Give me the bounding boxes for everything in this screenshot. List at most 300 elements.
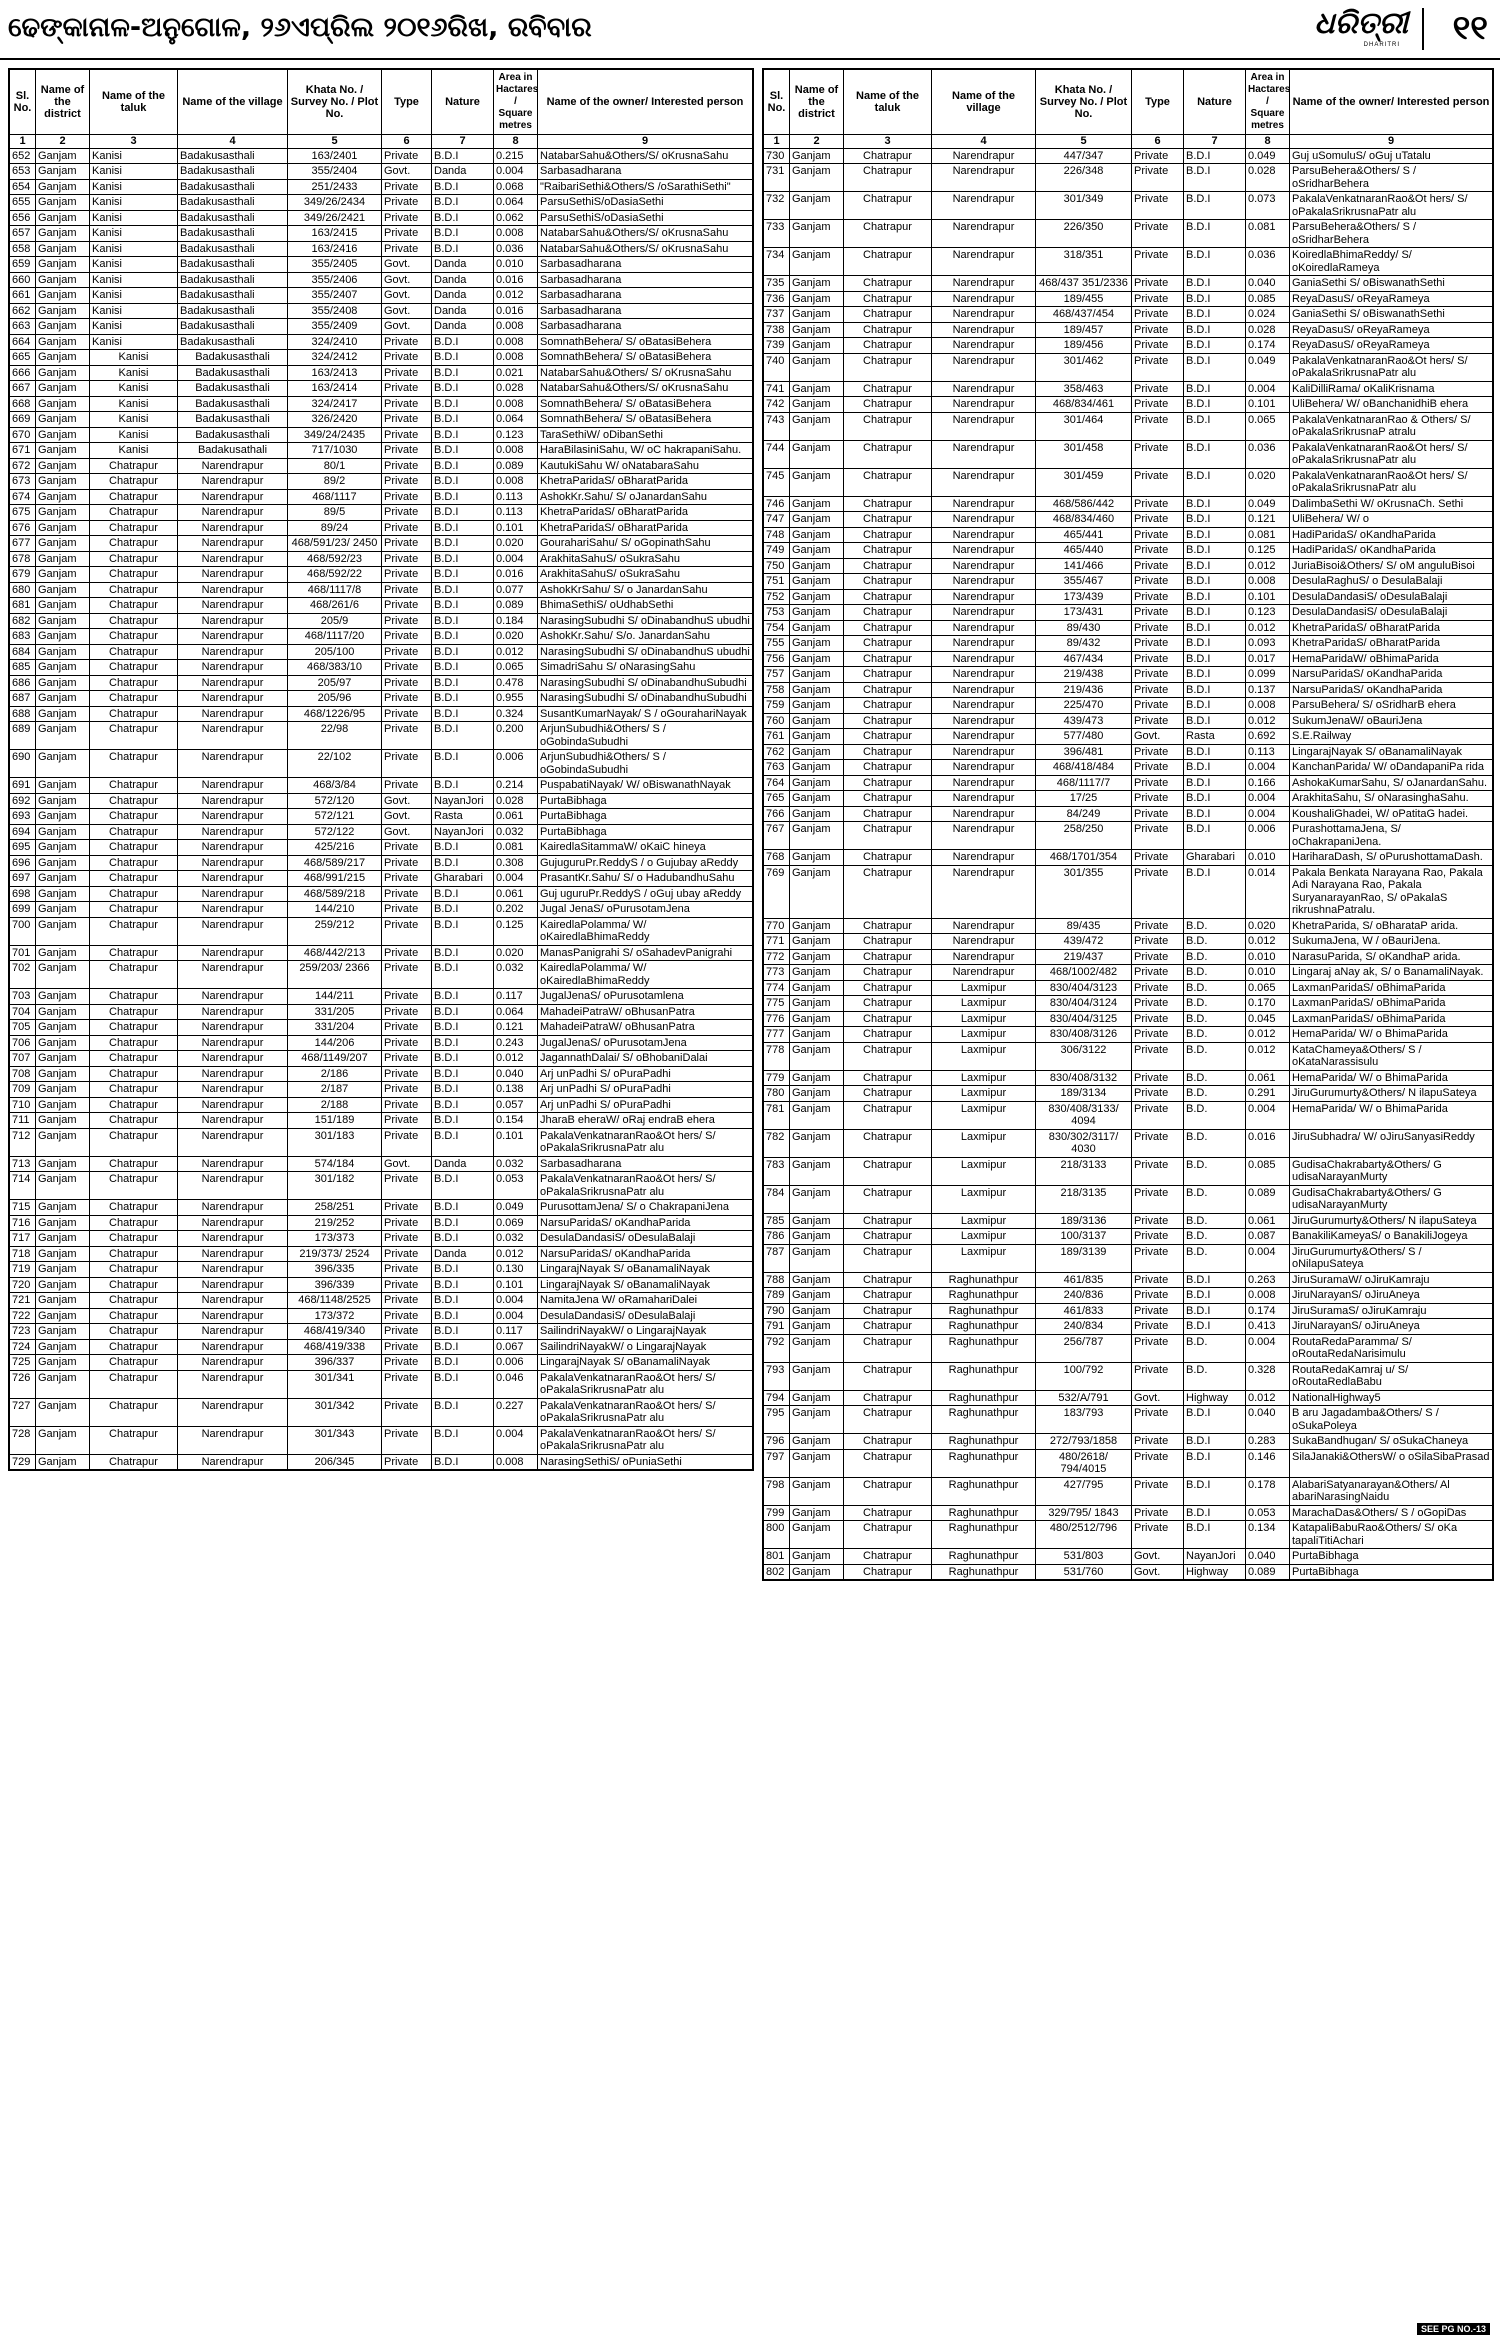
taluk-cell: Chatrapur (844, 1334, 932, 1362)
sl-no-cell: 741 (764, 381, 790, 397)
plot-no-cell: 144/210 (288, 902, 382, 918)
sl-no-cell: 797 (764, 1449, 790, 1477)
sl-no-cell: 787 (764, 1244, 790, 1272)
table-row (10, 886, 753, 902)
nature-cell: B.D.I (432, 644, 494, 660)
plot-no-cell: 258/251 (288, 1200, 382, 1216)
owner-cell: PurtaBibhaga (1290, 1564, 1493, 1580)
nature-cell: B.D.I (432, 1398, 494, 1426)
type-cell: Govt. (382, 824, 432, 840)
sl-no-cell: 783 (764, 1157, 790, 1185)
taluk-cell: Chatrapur (844, 496, 932, 512)
taluk-cell: Chatrapur (90, 1172, 178, 1200)
type-cell: Private (1132, 620, 1184, 636)
owner-cell: NarasingSethiS/ oPuniaSethi (538, 1454, 753, 1470)
sl-no-cell: 752 (764, 589, 790, 605)
district-cell: Ganjam (36, 855, 90, 871)
village-cell: Laxmipur (932, 1129, 1036, 1157)
plot-no-cell: 324/2410 (288, 334, 382, 350)
logo-subtitle: DHARITRI (1363, 42, 1400, 48)
nature-cell: Gharabari (432, 871, 494, 887)
taluk-cell: Chatrapur (844, 307, 932, 323)
type-cell: Private (1132, 164, 1184, 192)
sl-no-cell: 673 (10, 474, 36, 490)
area-cell: 0.004 (1246, 791, 1290, 807)
plot-no-cell: 256/787 (1036, 1334, 1132, 1362)
nature-cell: B.D.I (432, 458, 494, 474)
col-header: Type (382, 70, 432, 135)
type-cell: Private (1132, 698, 1184, 714)
taluk-cell: Chatrapur (90, 613, 178, 629)
nature-cell: B.D.I (432, 427, 494, 443)
district-cell: Ganjam (790, 1303, 844, 1319)
nature-cell: B.D.I (432, 1020, 494, 1036)
right-table-body (764, 148, 1493, 1580)
district-cell: Ganjam (36, 164, 90, 180)
owner-cell: PakalaVenkatnaranRao&Ot hers/ S/ oPakalaSrikrusnaPatr alu (538, 1398, 753, 1426)
nature-cell: B.D.I (432, 334, 494, 350)
owner-cell: Guj uguruPr.ReddyS / oGuj ubay aReddy (538, 886, 753, 902)
area-cell: 0.016 (494, 303, 538, 319)
plot-no-cell: 301/458 (1036, 440, 1132, 468)
owner-cell: ParsuBehera&Others/ S / oSridharBehera (1290, 164, 1493, 192)
village-cell: Narendrapur (932, 791, 1036, 807)
owner-cell: JiruSubhadra/ W/ oJiruSanyasiReddy (1290, 1129, 1493, 1157)
owner-cell: Sarbasadharana (538, 288, 753, 304)
sl-no-cell: 742 (764, 397, 790, 413)
owner-cell: JiruNarayanS/ oJiruAneya (1290, 1288, 1493, 1304)
district-cell: Ganjam (790, 381, 844, 397)
nature-cell: B.D.I (432, 691, 494, 707)
sl-no-cell: 773 (764, 965, 790, 981)
plot-no-cell: 2/188 (288, 1097, 382, 1113)
taluk-cell: Chatrapur (90, 1156, 178, 1172)
plot-no-cell: 22/102 (288, 750, 382, 778)
table-row (764, 574, 1493, 590)
district-cell: Ganjam (36, 824, 90, 840)
plot-no-cell: 468/419/340 (288, 1324, 382, 1340)
table-row (10, 855, 753, 871)
table-row (764, 806, 1493, 822)
type-cell: Private (382, 1082, 432, 1098)
nature-cell: B.D. (1184, 1027, 1246, 1043)
district-cell: Ganjam (36, 629, 90, 645)
table-row (10, 1066, 753, 1082)
sl-no-cell: 672 (10, 458, 36, 474)
type-cell: Private (382, 855, 432, 871)
nature-cell: B.D.I (1184, 468, 1246, 496)
table-row (10, 1293, 753, 1309)
taluk-cell: Chatrapur (90, 750, 178, 778)
area-cell: 0.081 (1246, 220, 1290, 248)
sl-no-cell: 756 (764, 651, 790, 667)
owner-cell: SomnathBehera/ S/ oBatasiBehera (538, 350, 753, 366)
owner-cell: NatabarSahu&Others/S/ oKrusnaSahu (538, 381, 753, 397)
nature-cell: B.D.I (432, 1355, 494, 1371)
area-cell: 0.170 (1246, 996, 1290, 1012)
plot-no-cell: 830/408/3133/ 4094 (1036, 1101, 1132, 1129)
nature-cell: B.D.I (1184, 806, 1246, 822)
village-cell: Badakusathali (178, 443, 288, 459)
village-cell: Narendrapur (178, 613, 288, 629)
district-cell: Ganjam (36, 210, 90, 226)
taluk-cell: Kanisi (90, 396, 178, 412)
sl-no-cell: 719 (10, 1262, 36, 1278)
plot-no-cell: 324/2417 (288, 396, 382, 412)
taluk-cell: Kanisi (90, 195, 178, 211)
table-row (10, 1172, 753, 1200)
plot-no-cell: 572/122 (288, 824, 382, 840)
table-row (10, 1277, 753, 1293)
sl-no-cell: 704 (10, 1004, 36, 1020)
owner-cell: ParsuSethiS/oDasiaSethi (538, 210, 753, 226)
plot-no-cell: 468/991/215 (288, 871, 382, 887)
nature-cell: B.D.I (1184, 1521, 1246, 1549)
district-cell: Ganjam (790, 1362, 844, 1390)
district-cell: Ganjam (36, 536, 90, 552)
owner-cell: KhetraParidaS/ oBharatParida (538, 505, 753, 521)
type-cell: Private (1132, 291, 1184, 307)
taluk-cell: Chatrapur (844, 1185, 932, 1213)
taluk-cell: Chatrapur (844, 980, 932, 996)
type-cell: Private (382, 1355, 432, 1371)
plot-no-cell: 439/473 (1036, 713, 1132, 729)
owner-cell: PakalaVenkatnaranRao&Ot hers/ S/ oPakalaSrikrusnaPatr alu (1290, 192, 1493, 220)
table-row (10, 706, 753, 722)
sl-no-cell: 764 (764, 775, 790, 791)
district-cell: Ganjam (790, 949, 844, 965)
table-row (764, 1213, 1493, 1229)
sl-no-cell: 798 (764, 1477, 790, 1505)
nature-cell: B.D.I (432, 945, 494, 961)
taluk-cell: Chatrapur (844, 1011, 932, 1027)
sl-no-cell: 774 (764, 980, 790, 996)
table-row (10, 536, 753, 552)
sl-no-cell: 658 (10, 241, 36, 257)
sl-no-cell: 765 (764, 791, 790, 807)
taluk-cell: Chatrapur (844, 468, 932, 496)
plot-no-cell: 218/3135 (1036, 1185, 1132, 1213)
table-row (10, 1262, 753, 1278)
table-row (10, 644, 753, 660)
village-cell: Narendrapur (178, 840, 288, 856)
village-cell: Narendrapur (932, 248, 1036, 276)
area-cell: 0.032 (494, 824, 538, 840)
village-cell: Laxmipur (932, 1244, 1036, 1272)
type-cell: Govt. (1132, 1564, 1184, 1580)
plot-no-cell: 189/3136 (1036, 1213, 1132, 1229)
table-row (10, 1082, 753, 1098)
sl-no-cell: 723 (10, 1324, 36, 1340)
district-cell: Ganjam (36, 474, 90, 490)
area-cell: 0.028 (494, 793, 538, 809)
district-cell: Ganjam (36, 195, 90, 211)
sl-no-cell: 772 (764, 949, 790, 965)
dateline: ଢେଙ୍କାନାଳ-ଅନୁଗୋଳ, ୨୬ଏପ୍ରିଲ ୨୦୧୬ରିଖ, ରବିବାର (8, 12, 592, 43)
sl-no-cell: 694 (10, 824, 36, 840)
plot-no-cell: 89/5 (288, 505, 382, 521)
type-cell: Private (1132, 338, 1184, 354)
district-cell: Ganjam (36, 778, 90, 794)
village-cell: Laxmipur (932, 1042, 1036, 1070)
table-row (764, 322, 1493, 338)
sl-no-cell: 734 (764, 248, 790, 276)
col-number: 8 (494, 135, 538, 149)
taluk-cell: Chatrapur (90, 489, 178, 505)
owner-cell: LingarajNayak S/ oBanamaliNayak (538, 1277, 753, 1293)
area-cell: 0.215 (494, 148, 538, 164)
table-row (10, 1454, 753, 1470)
village-cell: Raghunathpur (932, 1303, 1036, 1319)
owner-cell: KairedlaPolamma/ W/ oKairedlaBhimaReddy (538, 917, 753, 945)
page-number: ୧୧ (1452, 8, 1488, 48)
plot-no-cell: 89/435 (1036, 918, 1132, 934)
land-records-table-right (763, 69, 1493, 1580)
taluk-cell: Chatrapur (90, 871, 178, 887)
type-cell: Private (382, 902, 432, 918)
plot-no-cell: 22/98 (288, 722, 382, 750)
area-cell: 0.045 (1246, 1011, 1290, 1027)
table-row (764, 1288, 1493, 1304)
area-cell: 0.024 (1246, 307, 1290, 323)
area-cell: 0.328 (1246, 1362, 1290, 1390)
village-cell: Narendrapur (178, 809, 288, 825)
sl-no-cell: 665 (10, 350, 36, 366)
sl-no-cell: 753 (764, 605, 790, 621)
owner-cell: JiruNarayanS/ oJiruAneya (1290, 1319, 1493, 1335)
village-cell: Narendrapur (932, 192, 1036, 220)
col-number: 7 (432, 135, 494, 149)
taluk-cell: Chatrapur (90, 1020, 178, 1036)
nature-cell: B.D.I (1184, 651, 1246, 667)
village-cell: Narendrapur (932, 558, 1036, 574)
type-cell: Private (382, 381, 432, 397)
district-cell: Ganjam (790, 1406, 844, 1434)
col-number: 9 (538, 135, 753, 149)
owner-cell: AshokKrSahu/ S/ o JanardanSahu (538, 582, 753, 598)
village-cell: Raghunathpur (932, 1434, 1036, 1450)
table-row (10, 148, 753, 164)
area-cell: 0.184 (494, 613, 538, 629)
taluk-cell: Chatrapur (90, 1398, 178, 1426)
village-cell: Narendrapur (178, 505, 288, 521)
plot-no-cell: 468/1701/354 (1036, 850, 1132, 866)
nature-cell: B.D.I (432, 489, 494, 505)
owner-cell: NamitaJena W/ oRamahariDalei (538, 1293, 753, 1309)
plot-no-cell: 163/2415 (288, 226, 382, 242)
nature-cell: Gharabari (1184, 850, 1246, 866)
plot-no-cell: 349/24/2435 (288, 427, 382, 443)
table-row (764, 1042, 1493, 1070)
owner-cell: SomnathBehera/ S/ oBatasiBehera (538, 396, 753, 412)
taluk-cell: Chatrapur (90, 1004, 178, 1020)
village-cell: Narendrapur (932, 760, 1036, 776)
type-cell: Private (1132, 605, 1184, 621)
village-cell: Narendrapur (932, 620, 1036, 636)
village-cell: Narendrapur (178, 917, 288, 945)
area-cell: 0.028 (1246, 164, 1290, 192)
owner-cell: DesulaRaghuS/ o DesulaBalaji (1290, 574, 1493, 590)
type-cell: Private (382, 350, 432, 366)
district-cell: Ganjam (790, 353, 844, 381)
taluk-cell: Chatrapur (844, 1129, 932, 1157)
district-cell: Ganjam (790, 1157, 844, 1185)
nature-cell: B.D.I (432, 778, 494, 794)
area-cell: 0.046 (494, 1370, 538, 1398)
village-cell: Narendrapur (178, 1426, 288, 1454)
owner-cell: NationalHighway5 (1290, 1390, 1493, 1406)
taluk-cell: Chatrapur (844, 1272, 932, 1288)
taluk-cell: Chatrapur (844, 1390, 932, 1406)
table-row (764, 918, 1493, 934)
type-cell: Private (1132, 412, 1184, 440)
table-row (10, 1128, 753, 1156)
area-cell: 0.200 (494, 722, 538, 750)
sl-no-cell: 668 (10, 396, 36, 412)
col-number: 1 (10, 135, 36, 149)
nature-cell: B.D.I (432, 1004, 494, 1020)
nature-cell: Danda (432, 272, 494, 288)
village-cell: Raghunathpur (932, 1390, 1036, 1406)
taluk-cell: Chatrapur (90, 1426, 178, 1454)
owner-cell: ArjunSubudhi&Others/ S / oGobindaSubudhi (538, 750, 753, 778)
type-cell: Private (382, 613, 432, 629)
nature-cell: Danda (432, 164, 494, 180)
type-cell: Private (1132, 806, 1184, 822)
owner-cell: Jugal JenaS/ oPurusotamJena (538, 902, 753, 918)
owner-cell: KhetraParida, S/ oBharataP arida. (1290, 918, 1493, 934)
table-row (10, 567, 753, 583)
village-cell: Laxmipur (932, 980, 1036, 996)
owner-cell: JugalJenaS/ oPurusotamJena (538, 1035, 753, 1051)
header-divider (1422, 8, 1424, 50)
type-cell: Govt. (382, 257, 432, 273)
area-cell: 0.067 (494, 1339, 538, 1355)
village-cell: Laxmipur (932, 1185, 1036, 1213)
plot-no-cell: 100/792 (1036, 1362, 1132, 1390)
nature-cell: B.D.I (1184, 412, 1246, 440)
owner-cell: KoushaliGhadei, W/ oPatitaG hadei. (1290, 806, 1493, 822)
sl-no-cell: 662 (10, 303, 36, 319)
table-row (764, 713, 1493, 729)
table-row (764, 1101, 1493, 1129)
taluk-cell: Kanisi (90, 443, 178, 459)
district-cell: Ganjam (36, 613, 90, 629)
plot-no-cell: 205/96 (288, 691, 382, 707)
area-cell: 0.004 (494, 551, 538, 567)
plot-no-cell: 301/182 (288, 1172, 382, 1200)
plot-no-cell: 173/373 (288, 1231, 382, 1247)
district-cell: Ganjam (790, 980, 844, 996)
table-row (10, 1156, 753, 1172)
area-cell: 0.061 (494, 886, 538, 902)
type-cell: Private (1132, 468, 1184, 496)
area-cell: 0.291 (1246, 1086, 1290, 1102)
district-cell: Ganjam (36, 809, 90, 825)
district-cell: Ganjam (36, 1172, 90, 1200)
table-row (764, 636, 1493, 652)
owner-cell: KairedlaSitammaW/ oKaiC hineya (538, 840, 753, 856)
area-cell: 0.006 (494, 750, 538, 778)
type-cell: Govt. (382, 272, 432, 288)
type-cell: Private (1132, 667, 1184, 683)
nature-cell: B.D.I (1184, 512, 1246, 528)
owner-cell: GujuguruPr.ReddyS / o Gujubay aReddy (538, 855, 753, 871)
village-cell: Narendrapur (932, 965, 1036, 981)
village-cell: Narendrapur (178, 989, 288, 1005)
village-cell: Badakusasthali (178, 412, 288, 428)
district-cell: Ganjam (790, 1027, 844, 1043)
sl-no-cell: 725 (10, 1355, 36, 1371)
nature-cell: B.D.I (432, 1370, 494, 1398)
table-row (10, 257, 753, 273)
taluk-cell: Chatrapur (90, 644, 178, 660)
taluk-cell: Chatrapur (90, 536, 178, 552)
area-cell: 0.146 (1246, 1449, 1290, 1477)
area-cell: 0.174 (1246, 1303, 1290, 1319)
taluk-cell: Chatrapur (90, 520, 178, 536)
plot-no-cell: 468/1002/482 (1036, 965, 1132, 981)
type-cell: Private (382, 412, 432, 428)
taluk-cell: Chatrapur (844, 164, 932, 192)
owner-cell: DesulaDandasiS/ oDesulaBalaji (1290, 589, 1493, 605)
sl-no-cell: 755 (764, 636, 790, 652)
nature-cell: B.D. (1184, 1129, 1246, 1157)
owner-cell: JiruGurumurty&Others/ N ilapuSateya (1290, 1086, 1493, 1102)
district-cell: Ganjam (790, 713, 844, 729)
type-cell: Private (382, 1398, 432, 1426)
plot-no-cell: 572/120 (288, 793, 382, 809)
district-cell: Ganjam (790, 1185, 844, 1213)
owner-cell: HadiParidaS/ oKandhaParida (1290, 527, 1493, 543)
taluk-cell: Chatrapur (90, 1324, 178, 1340)
village-cell: Narendrapur (932, 412, 1036, 440)
type-cell: Private (382, 945, 432, 961)
area-cell: 0.123 (494, 427, 538, 443)
table-row (10, 1200, 753, 1216)
village-cell: Badakusasthali (178, 272, 288, 288)
nature-cell: B.D. (1184, 1086, 1246, 1102)
sl-no-cell: 716 (10, 1215, 36, 1231)
table-row (764, 496, 1493, 512)
owner-cell: DalimbaSethi W/ oKrusnaCh. Sethi (1290, 496, 1493, 512)
area-cell: 0.016 (494, 272, 538, 288)
village-cell: Raghunathpur (932, 1272, 1036, 1288)
plot-no-cell: 468/592/22 (288, 567, 382, 583)
table-row (10, 319, 753, 335)
type-cell: Govt. (1132, 1549, 1184, 1565)
area-cell: 0.004 (1246, 760, 1290, 776)
nature-cell: B.D.I (1184, 698, 1246, 714)
nature-cell: B.D.I (432, 567, 494, 583)
taluk-cell: Chatrapur (90, 1308, 178, 1324)
district-cell: Ganjam (790, 543, 844, 559)
type-cell: Private (382, 660, 432, 676)
area-cell: 0.101 (494, 520, 538, 536)
sl-no-cell: 771 (764, 934, 790, 950)
owner-cell: PakalaVenkatnaranRao & Others/ S/ oPakalaSrikrusnaP atralu (1290, 412, 1493, 440)
taluk-cell: Chatrapur (844, 527, 932, 543)
nature-cell: B.D.I (1184, 822, 1246, 850)
table-row (764, 744, 1493, 760)
sl-no-cell: 697 (10, 871, 36, 887)
village-cell: Laxmipur (932, 996, 1036, 1012)
area-cell: 0.008 (494, 350, 538, 366)
district-cell: Ganjam (790, 682, 844, 698)
taluk-cell: Chatrapur (844, 192, 932, 220)
nature-cell: B.D.I (432, 412, 494, 428)
taluk-cell: Chatrapur (90, 1262, 178, 1278)
